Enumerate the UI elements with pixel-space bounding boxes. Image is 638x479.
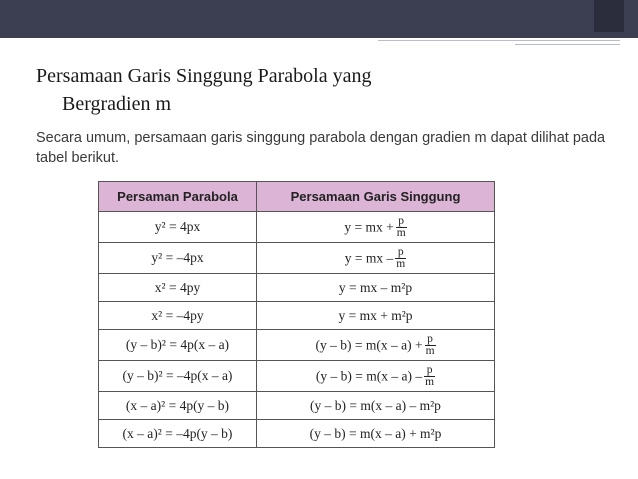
parabola-equation: x² = 4py <box>99 274 257 302</box>
tangent-expression: y = mx + m²p <box>338 307 413 323</box>
fraction-denominator: m <box>396 257 406 270</box>
table-header-row <box>99 182 495 212</box>
parabola-equation: (x – a)² = –4p(y – b) <box>99 420 257 448</box>
table-row <box>99 330 495 361</box>
table-body <box>99 212 495 448</box>
tangent-equation <box>257 392 495 420</box>
tangent-expression: y = mx + <box>344 219 394 234</box>
slide-title-line2: Bergradien m <box>62 93 172 115</box>
parabola-equation: x² = –4py <box>99 302 257 330</box>
fraction <box>425 334 436 357</box>
table-row <box>99 212 495 243</box>
header-parabola: Persaman Parabola <box>99 182 257 212</box>
fraction-numerator: p <box>396 216 407 228</box>
table-row <box>99 302 495 330</box>
fraction-numerator: p <box>395 247 406 259</box>
parabola-equation: (y – b)² = –4p(x – a) <box>99 361 257 392</box>
fraction <box>395 247 406 270</box>
fraction-denominator: m <box>425 344 435 357</box>
tangent-equation-table <box>98 181 495 448</box>
parabola-equation: y² = –4px <box>99 243 257 274</box>
tangent-expression: y = mx – m²p <box>338 279 413 295</box>
decorative-line <box>515 44 620 45</box>
table-row <box>99 274 495 302</box>
table-row <box>99 361 495 392</box>
tangent-equation <box>257 212 495 243</box>
tangent-expression: y = mx – <box>344 250 394 265</box>
tangent-equation <box>257 274 495 302</box>
header-tangent: Persamaan Garis Singgung <box>257 182 495 212</box>
parabola-equation: y² = 4px <box>99 212 257 243</box>
tangent-equation <box>257 330 495 361</box>
tangent-expression: (y – b) = m(x – a) + m²p <box>309 425 442 441</box>
fraction <box>424 365 435 388</box>
fraction-numerator: p <box>424 365 435 377</box>
table-row <box>99 420 495 448</box>
tangent-equation <box>257 420 495 448</box>
fraction <box>396 216 407 239</box>
fraction-denominator: m <box>396 226 406 239</box>
table-row <box>99 392 495 420</box>
slide-title-line1: Persamaan Garis Singgung Parabola yang <box>36 65 372 87</box>
parabola-equation: (x – a)² = 4p(y – b) <box>99 392 257 420</box>
slide-top-accent <box>594 0 624 32</box>
slide-top-bar <box>0 0 638 38</box>
table-row <box>99 243 495 274</box>
decorative-line <box>378 40 620 41</box>
tangent-equation <box>257 361 495 392</box>
tangent-equation <box>257 302 495 330</box>
parabola-equation: (y – b)² = 4p(x – a) <box>99 330 257 361</box>
tangent-equation <box>257 243 495 274</box>
tangent-expression: (y – b) = m(x – a) + <box>315 337 423 352</box>
tangent-expression: (y – b) = m(x – a) – m²p <box>310 397 441 413</box>
intro-text: Secara umum, persamaan garis singgung parabola dengan gradien m dapat dilihat pada tabel berikut. <box>36 130 606 166</box>
tangent-expression: (y – b) = m(x – a) – <box>315 368 423 383</box>
fraction-numerator: p <box>425 334 436 346</box>
fraction-denominator: m <box>425 375 435 388</box>
slide-title <box>36 62 596 118</box>
